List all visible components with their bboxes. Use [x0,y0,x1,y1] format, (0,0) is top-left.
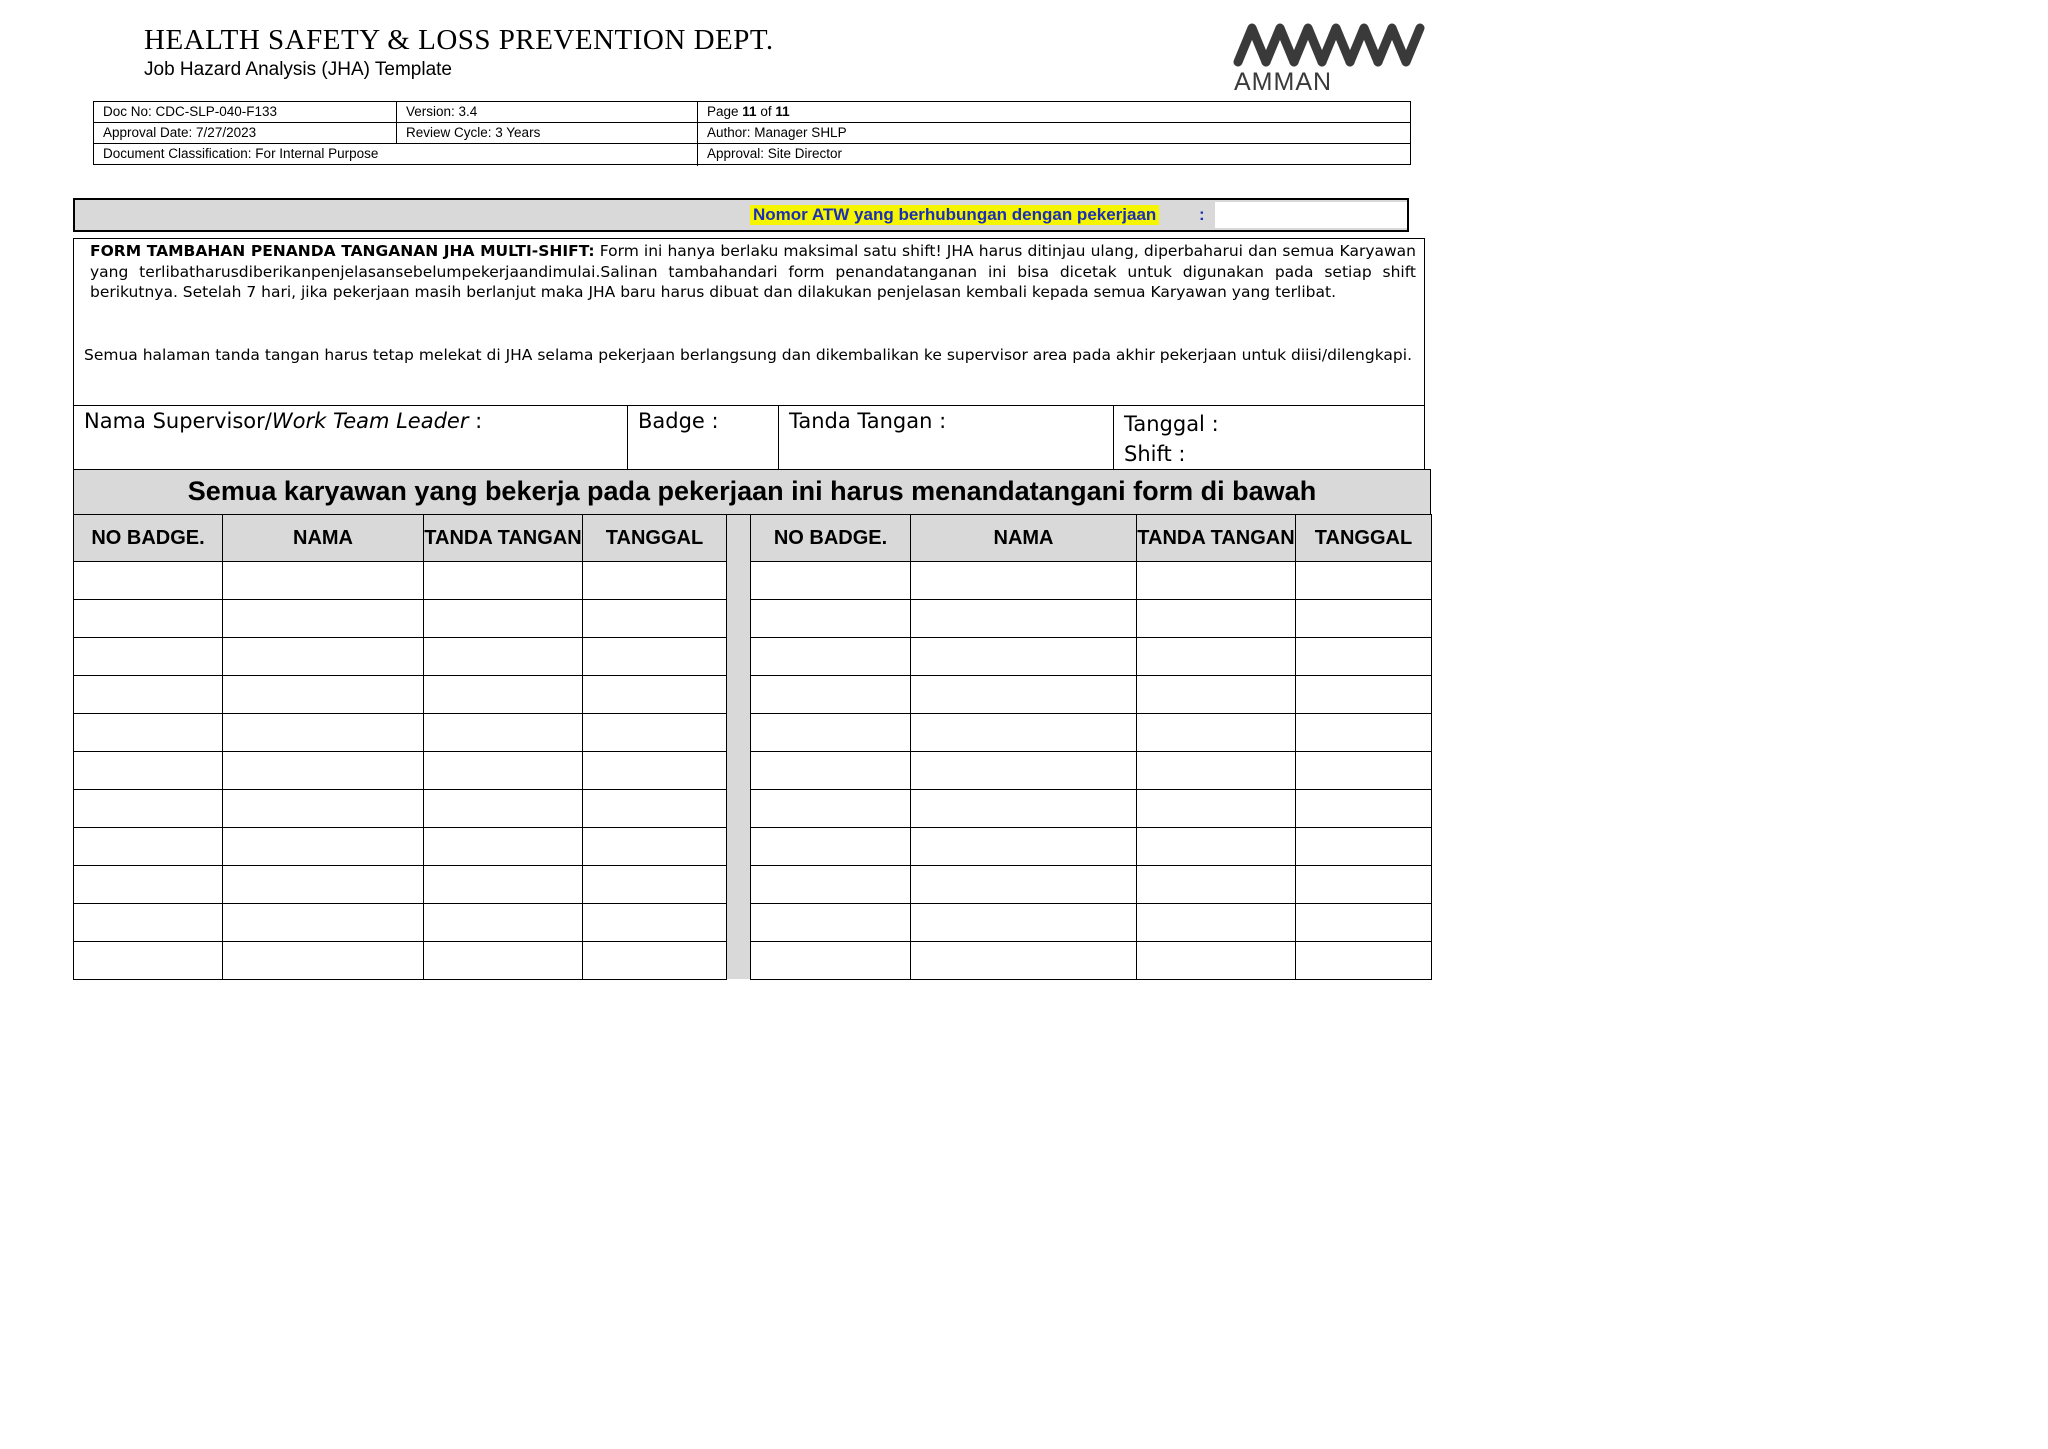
signature-table-right [750,514,1432,980]
signature-cell[interactable] [424,828,583,866]
page-number [698,102,790,122]
signature-label: Tanda Tangan : [789,409,947,433]
atw-label: Nomor ATW yang berhubungan dengan pekerjaan [750,205,1159,225]
badge-cell[interactable] [751,638,911,676]
instructions-box [73,238,1425,406]
signature-cell[interactable] [424,638,583,676]
supervisor-name-label-italic: Work Team Leader [271,409,469,433]
name-cell[interactable] [223,638,424,676]
badge-cell[interactable] [751,676,911,714]
date-cell[interactable] [1296,866,1432,904]
date-cell[interactable] [1296,790,1432,828]
signature-cell[interactable] [1137,942,1296,980]
logo-wordmark: AMMAN [1234,68,1333,96]
page-current: 11 [742,104,757,119]
name-cell[interactable] [911,904,1137,942]
template-subtitle: Job Hazard Analysis (JHA) Template [144,59,452,80]
doc-number: Doc No: CDC-SLP-040-F133 [103,104,278,119]
col-header-signature: TANDA TANGAN [1137,515,1296,562]
name-cell[interactable] [911,866,1137,904]
badge-cell[interactable] [74,942,223,980]
col-header-badge: NO BADGE. [751,515,911,562]
signature-cell[interactable] [1137,600,1296,638]
date-cell[interactable] [583,600,727,638]
badge-cell[interactable] [751,714,911,752]
instructions-text-1: Form ini hanya berlaku maksimal satu shift! JHA harus ditinjau ulang, diperbaharui dan semua Karyawan yang terlibatharusdiberikanpenjelasansebelumpekerjaandimulai.Salinan tambahandari form penandatanganan ini bisa dicetak untuk digunakan pada setiap shift berikutnya. Setelah 7 hari, jika pekerjaan masih berlanjut maka JHA baru harus dibuat dan dilakukan penjelasan kembali kepada semua Karyawan yang terlibat. [90,242,1416,301]
signature-row [751,790,1432,828]
col-header-badge: NO BADGE. [74,515,223,562]
author: Author: Manager SHLP [707,125,847,140]
signature-cell[interactable] [424,676,583,714]
signature-cell[interactable] [1137,790,1296,828]
signature-row [751,714,1432,752]
signature-banner: Semua karyawan yang bekerja pada pekerjaan ini harus menandatangani form di bawah [73,469,1431,515]
date-cell[interactable] [1296,676,1432,714]
supervisor-row [73,405,1425,471]
atw-colon: : [1199,205,1205,224]
amman-logo [1230,16,1440,96]
signature-row [751,904,1432,942]
signature-cell[interactable] [1137,638,1296,676]
page-total: 11 [775,104,790,119]
signature-row [74,790,727,828]
supervisor-name-field[interactable] [74,406,627,471]
signature-cell[interactable] [424,600,583,638]
name-cell[interactable] [911,638,1137,676]
signature-cell[interactable] [1137,828,1296,866]
date-cell[interactable] [583,942,727,980]
name-cell[interactable] [911,942,1137,980]
badge-cell[interactable] [74,828,223,866]
badge-cell[interactable] [74,676,223,714]
col-header-date: TANGGAL [1296,515,1432,562]
signature-cell[interactable] [424,866,583,904]
signature-table-left [73,514,727,980]
signature-cell[interactable] [1137,676,1296,714]
signature-cell[interactable] [424,790,583,828]
col-header-date: TANGGAL [583,515,727,562]
document-classification: Document Classification: For Internal Purpose [103,146,379,161]
signature-row [751,676,1432,714]
department-title: HEALTH SAFETY & LOSS PREVENTION DEPT. [144,24,774,56]
badge-cell[interactable] [751,866,911,904]
date-cell[interactable] [1296,752,1432,790]
version: Version: 3.4 [406,104,478,119]
badge-cell[interactable] [74,790,223,828]
date-cell[interactable] [1296,942,1432,980]
badge-label: Badge : [638,409,719,433]
date-cell[interactable] [583,790,727,828]
badge-cell[interactable] [74,600,223,638]
signature-cell[interactable] [1137,866,1296,904]
signature-row [74,752,727,790]
date-cell[interactable] [1296,714,1432,752]
page-prefix: Page [707,104,743,119]
badge-cell[interactable] [74,638,223,676]
badge-cell[interactable] [751,562,911,600]
signature-cell[interactable] [424,904,583,942]
name-cell[interactable] [223,600,424,638]
name-cell[interactable] [911,752,1137,790]
badge-cell[interactable] [751,828,911,866]
badge-cell[interactable] [751,752,911,790]
signature-row [74,676,727,714]
name-cell[interactable] [223,942,424,980]
signature-cell[interactable] [424,562,583,600]
name-cell[interactable] [223,752,424,790]
signature-cell[interactable] [1137,562,1296,600]
badge-cell[interactable] [751,600,911,638]
name-cell[interactable] [223,828,424,866]
signature-row [751,828,1432,866]
signature-row [74,600,727,638]
badge-cell[interactable] [74,714,223,752]
signature-row [751,752,1432,790]
badge-cell[interactable] [74,562,223,600]
page-of: of [756,104,776,119]
name-cell[interactable] [223,562,424,600]
name-cell[interactable] [223,866,424,904]
date-cell[interactable] [583,714,727,752]
badge-cell[interactable] [751,790,911,828]
instructions-paragraph-2: Semua halaman tanda tangan harus tetap melekat di JHA selama pekerjaan berlangsung dan dikembalikan ke supervisor area pada akhir pekerjaan untuk diisi/dilengkapi. [84,346,1412,364]
supervisor-name-colon: : [468,409,483,433]
signature-row [751,866,1432,904]
signature-row [751,942,1432,980]
badge-cell[interactable] [74,752,223,790]
date-cell[interactable] [1296,638,1432,676]
signature-row [74,828,727,866]
date-cell[interactable] [1296,600,1432,638]
review-cycle: Review Cycle: 3 Years [406,125,541,140]
name-cell[interactable] [911,562,1137,600]
name-cell[interactable] [223,790,424,828]
supervisor-name-label: Nama Supervisor/ [84,409,272,433]
date-cell[interactable] [583,562,727,600]
signature-row [74,562,727,600]
name-cell[interactable] [911,676,1137,714]
date-label: Tanggal : [1124,412,1219,436]
signature-cell[interactable] [424,714,583,752]
signature-row [74,942,727,980]
name-cell[interactable] [911,828,1137,866]
col-header-name: NAMA [911,515,1137,562]
date-cell[interactable] [583,904,727,942]
name-cell[interactable] [911,790,1137,828]
col-header-name: NAMA [223,515,424,562]
approval: Approval: Site Director [707,146,843,161]
name-cell[interactable] [223,714,424,752]
amman-logo-mark-icon [1230,16,1435,72]
signature-cell[interactable] [1137,904,1296,942]
date-cell[interactable] [583,866,727,904]
col-header-signature: TANDA TANGAN [424,515,583,562]
name-cell[interactable] [911,714,1137,752]
date-cell[interactable] [583,676,727,714]
supervisor-date-shift-field[interactable] [1114,406,1424,471]
badge-cell[interactable] [74,904,223,942]
shift-label: Shift : [1124,442,1186,466]
signature-row [74,638,727,676]
signature-row [751,600,1432,638]
instructions-paragraph-1 [90,241,1416,303]
date-cell[interactable] [1296,562,1432,600]
badge-cell[interactable] [751,942,911,980]
badge-cell[interactable] [74,866,223,904]
badge-cell[interactable] [751,904,911,942]
instructions-heading: FORM TAMBAHAN PENANDA TANGANAN JHA MULTI-SHIFT: [90,242,595,260]
approval-date: Approval Date: 7/27/2023 [103,125,257,140]
date-cell[interactable] [583,828,727,866]
signature-row [751,638,1432,676]
atw-number-field[interactable] [1215,202,1407,228]
signature-row [74,714,727,752]
signature-cell[interactable] [1137,714,1296,752]
signature-cell[interactable] [424,942,583,980]
signature-cell[interactable] [424,752,583,790]
atw-number-bar [73,198,1409,232]
date-cell[interactable] [1296,904,1432,942]
date-cell[interactable] [583,752,727,790]
name-cell[interactable] [911,600,1137,638]
signature-cell[interactable] [1137,752,1296,790]
supervisor-badge-field[interactable] [628,406,778,471]
supervisor-signature-field[interactable] [779,406,1113,471]
name-cell[interactable] [223,904,424,942]
signature-row [751,562,1432,600]
document-meta-table [93,101,1411,165]
date-cell[interactable] [1296,828,1432,866]
table-separator [725,515,751,979]
date-cell[interactable] [583,638,727,676]
signature-row [74,866,727,904]
signature-row [74,904,727,942]
name-cell[interactable] [223,676,424,714]
